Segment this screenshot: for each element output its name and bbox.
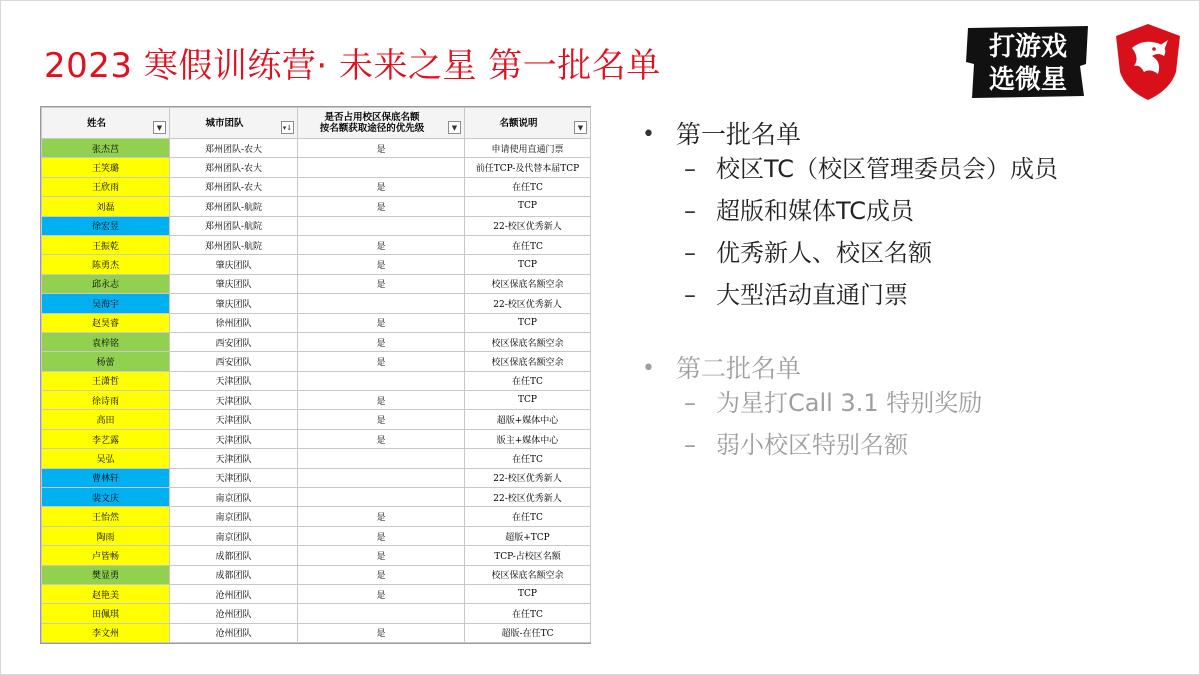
- cell-occupy[interactable]: 是: [298, 526, 465, 545]
- cell-note[interactable]: 校区保底名额空余: [465, 565, 591, 584]
- bullet-second-batch: • 第二批名单: [642, 354, 802, 383]
- header-occupy-line2: 按名额获取途径的优先级: [319, 123, 425, 134]
- sub-bullet: – 校区TC（校区管理委员会）成员: [684, 155, 1059, 183]
- cell-note[interactable]: 校区保底名额空余: [465, 274, 591, 293]
- cell-occupy[interactable]: 是: [298, 177, 465, 196]
- cell-occupy[interactable]: 是: [298, 507, 465, 526]
- cell-name[interactable]: 高田: [42, 410, 170, 429]
- bullet-list: [640, 118, 1180, 472]
- cell-name[interactable]: 徐宏昱: [42, 216, 170, 235]
- cell-note[interactable]: 22-校区优秀新人: [465, 294, 591, 313]
- dash-icon: –: [684, 197, 696, 225]
- sub-bullet: – 优秀新人、校区名额: [684, 239, 932, 267]
- cell-note[interactable]: 在任TC: [465, 604, 591, 623]
- table-row: [42, 177, 591, 196]
- table-row: [42, 352, 591, 371]
- cell-note[interactable]: 校区保底名额空余: [465, 352, 591, 371]
- cell-name[interactable]: 田佩琪: [42, 604, 170, 623]
- cell-name[interactable]: 曹林轩: [42, 468, 170, 487]
- cell-team[interactable]: 肇庆团队: [170, 274, 298, 293]
- cell-occupy[interactable]: 是: [298, 429, 465, 448]
- cell-name[interactable]: 王怡然: [42, 507, 170, 526]
- cell-team[interactable]: 南京团队: [170, 507, 298, 526]
- cell-team[interactable]: 沧州团队: [170, 604, 298, 623]
- cell-team[interactable]: 天津团队: [170, 371, 298, 390]
- cell-note[interactable]: TCP-占校区名额: [465, 546, 591, 565]
- table-row: [42, 139, 591, 158]
- cell-team[interactable]: 郑州团队-航院: [170, 197, 298, 216]
- dragon-shield-logo: [1110, 22, 1186, 102]
- cell-occupy[interactable]: 是: [298, 332, 465, 351]
- sub-bullet: – 为星打Call 3.1 特别奖励: [684, 389, 983, 417]
- table-row: [42, 507, 591, 526]
- cell-note[interactable]: TCP: [465, 313, 591, 332]
- cell-team[interactable]: 成都团队: [170, 546, 298, 565]
- cell-team[interactable]: 沧州团队: [170, 623, 298, 642]
- cell-name[interactable]: 王笑璐: [42, 158, 170, 177]
- cell-team[interactable]: 郑州团队-航院: [170, 216, 298, 235]
- cell-note[interactable]: TCP: [465, 255, 591, 274]
- header-name: 姓名 ▼: [42, 108, 170, 139]
- cell-note[interactable]: 超版-在任TC: [465, 623, 591, 642]
- cell-occupy[interactable]: 是: [298, 197, 465, 216]
- cell-occupy[interactable]: [298, 488, 465, 507]
- cell-name[interactable]: 李艺露: [42, 429, 170, 448]
- cell-occupy[interactable]: [298, 468, 465, 487]
- cell-note[interactable]: 校区保底名额空余: [465, 332, 591, 351]
- cell-name[interactable]: 刘磊: [42, 197, 170, 216]
- cell-team[interactable]: 成都团队: [170, 565, 298, 584]
- cell-name[interactable]: 赵艳美: [42, 584, 170, 603]
- table-row: [42, 332, 591, 351]
- cell-occupy[interactable]: [298, 158, 465, 177]
- cell-occupy[interactable]: 是: [298, 255, 465, 274]
- logo-line-2: 选微星: [988, 65, 1068, 95]
- cell-team[interactable]: 郑州团队-农大: [170, 158, 298, 177]
- table-row: [42, 546, 591, 565]
- cell-occupy[interactable]: 是: [298, 410, 465, 429]
- table-row: [42, 623, 591, 642]
- cell-name[interactable]: 樊显勇: [42, 565, 170, 584]
- dash-icon: –: [684, 155, 696, 183]
- table-row: [42, 216, 591, 235]
- table-header-row: [42, 108, 591, 139]
- cell-name[interactable]: 袁梓铭: [42, 332, 170, 351]
- cell-team[interactable]: 天津团队: [170, 449, 298, 468]
- cell-name[interactable]: 裴文庆: [42, 488, 170, 507]
- dash-icon: –: [684, 281, 696, 309]
- cell-occupy[interactable]: 是: [298, 352, 465, 371]
- game-slogan-logo: [962, 24, 1094, 100]
- cell-team[interactable]: 郑州团队-航院: [170, 235, 298, 254]
- table-row: [42, 255, 591, 274]
- table-row: [42, 274, 591, 293]
- cell-occupy[interactable]: [298, 216, 465, 235]
- slide-title: 2023 寒假训练营· 未来之星 第一批名单: [44, 46, 661, 86]
- table-row: [42, 197, 591, 216]
- cell-team[interactable]: 南京团队: [170, 488, 298, 507]
- sort-filter-icon[interactable]: ▾↓: [282, 123, 293, 132]
- cell-team[interactable]: 西安团队: [170, 352, 298, 371]
- table-row: [42, 371, 591, 390]
- cell-name[interactable]: 王振乾: [42, 235, 170, 254]
- cell-name[interactable]: 陶雨: [42, 526, 170, 545]
- cell-note[interactable]: 22-校区优秀新人: [465, 216, 591, 235]
- cell-name[interactable]: 赵昊睿: [42, 313, 170, 332]
- bullet-first-batch: • 第一批名单: [642, 120, 802, 149]
- cell-name[interactable]: 王欣雨: [42, 177, 170, 196]
- table-row: [42, 294, 591, 313]
- cell-occupy[interactable]: 是: [298, 235, 465, 254]
- cell-note[interactable]: TCP: [465, 584, 591, 603]
- roster-table: [40, 106, 591, 644]
- table-row: [42, 584, 591, 603]
- filter-dropdown-icon[interactable]: ▼: [448, 121, 461, 134]
- table-row: [42, 488, 591, 507]
- cell-team[interactable]: 郑州团队-农大: [170, 177, 298, 196]
- header-note: 名额说明 ▼: [465, 108, 591, 139]
- cell-note[interactable]: 前任TCP-及代替本届TCP: [465, 158, 591, 177]
- cell-team[interactable]: 徐州团队: [170, 313, 298, 332]
- table-row: [42, 235, 591, 254]
- cell-team[interactable]: 天津团队: [170, 429, 298, 448]
- cell-team[interactable]: 南京团队: [170, 526, 298, 545]
- cell-occupy[interactable]: 是: [298, 546, 465, 565]
- cell-note[interactable]: 在任TC: [465, 371, 591, 390]
- cell-name[interactable]: 徐诗雨: [42, 391, 170, 410]
- table-row: [42, 391, 591, 410]
- cell-name[interactable]: 卢皆畅: [42, 546, 170, 565]
- bullet-dot-icon: •: [642, 122, 655, 147]
- cell-note[interactable]: 22-校区优秀新人: [465, 488, 591, 507]
- table-row: [42, 565, 591, 584]
- cell-occupy[interactable]: 是: [298, 139, 465, 158]
- cell-occupy[interactable]: 是: [298, 313, 465, 332]
- cell-name[interactable]: 王潇哲: [42, 371, 170, 390]
- cell-team[interactable]: 西安团队: [170, 332, 298, 351]
- cell-note[interactable]: TCP: [465, 197, 591, 216]
- cell-occupy[interactable]: [298, 449, 465, 468]
- cell-note[interactable]: 版主+媒体中心: [465, 429, 591, 448]
- cell-team[interactable]: 天津团队: [170, 410, 298, 429]
- table-row: [42, 468, 591, 487]
- cell-team[interactable]: 天津团队: [170, 468, 298, 487]
- logo-line-1: 打游戏: [988, 32, 1068, 62]
- cell-note[interactable]: 超版+媒体中心: [465, 410, 591, 429]
- cell-occupy[interactable]: [298, 604, 465, 623]
- cell-team[interactable]: 天津团队: [170, 391, 298, 410]
- cell-note[interactable]: 超版+TCP: [465, 526, 591, 545]
- sub-bullet: – 弱小校区特别名额: [684, 431, 908, 459]
- cell-occupy[interactable]: [298, 371, 465, 390]
- dash-icon: –: [684, 389, 696, 417]
- cell-name[interactable]: 吴弘: [42, 449, 170, 468]
- cell-note[interactable]: TCP: [465, 391, 591, 410]
- cell-team[interactable]: 沧州团队: [170, 584, 298, 603]
- sub-bullet: – 超版和媒体TC成员: [684, 197, 915, 225]
- table-row: [42, 604, 591, 623]
- cell-occupy[interactable]: 是: [298, 584, 465, 603]
- cell-occupy[interactable]: [298, 294, 465, 313]
- cell-name[interactable]: 吴海宇: [42, 294, 170, 313]
- cell-name[interactable]: 张杰莒: [42, 139, 170, 158]
- dash-icon: –: [684, 239, 696, 267]
- cell-note[interactable]: 在任TC: [465, 235, 591, 254]
- header-occupy: [298, 108, 465, 139]
- cell-note[interactable]: 在任TC: [465, 449, 591, 468]
- header-occupy-line1: 是否占用校区保底名额: [324, 112, 420, 123]
- table-row: [42, 158, 591, 177]
- sub-bullet: – 大型活动直通门票: [684, 281, 908, 309]
- cell-occupy[interactable]: 是: [298, 565, 465, 584]
- cell-occupy[interactable]: 是: [298, 274, 465, 293]
- cell-note[interactable]: 申请使用直通门票: [465, 139, 591, 158]
- header-team: 城市团队 ▾↓: [170, 108, 298, 139]
- table-row: [42, 526, 591, 545]
- cell-name[interactable]: 李文州: [42, 623, 170, 642]
- cell-team[interactable]: 肇庆团队: [170, 294, 298, 313]
- dash-icon: –: [684, 431, 696, 459]
- cell-note[interactable]: 在任TC: [465, 507, 591, 526]
- cell-note[interactable]: 在任TC: [465, 177, 591, 196]
- table-row: [42, 429, 591, 448]
- cell-occupy[interactable]: 是: [298, 623, 465, 642]
- cell-name[interactable]: 邱永志: [42, 274, 170, 293]
- cell-name[interactable]: 杨蕾: [42, 352, 170, 371]
- table-row: [42, 410, 591, 429]
- cell-name[interactable]: 陈勇杰: [42, 255, 170, 274]
- cell-team[interactable]: 肇庆团队: [170, 255, 298, 274]
- cell-occupy[interactable]: 是: [298, 391, 465, 410]
- bullet-dot-icon: •: [642, 356, 655, 381]
- table-row: [42, 449, 591, 468]
- cell-team[interactable]: 郑州团队-农大: [170, 139, 298, 158]
- filter-dropdown-icon[interactable]: ▼: [153, 121, 166, 134]
- table-row: [42, 313, 591, 332]
- filter-dropdown-icon[interactable]: ▼: [574, 121, 587, 134]
- cell-note[interactable]: 22-校区优秀新人: [465, 468, 591, 487]
